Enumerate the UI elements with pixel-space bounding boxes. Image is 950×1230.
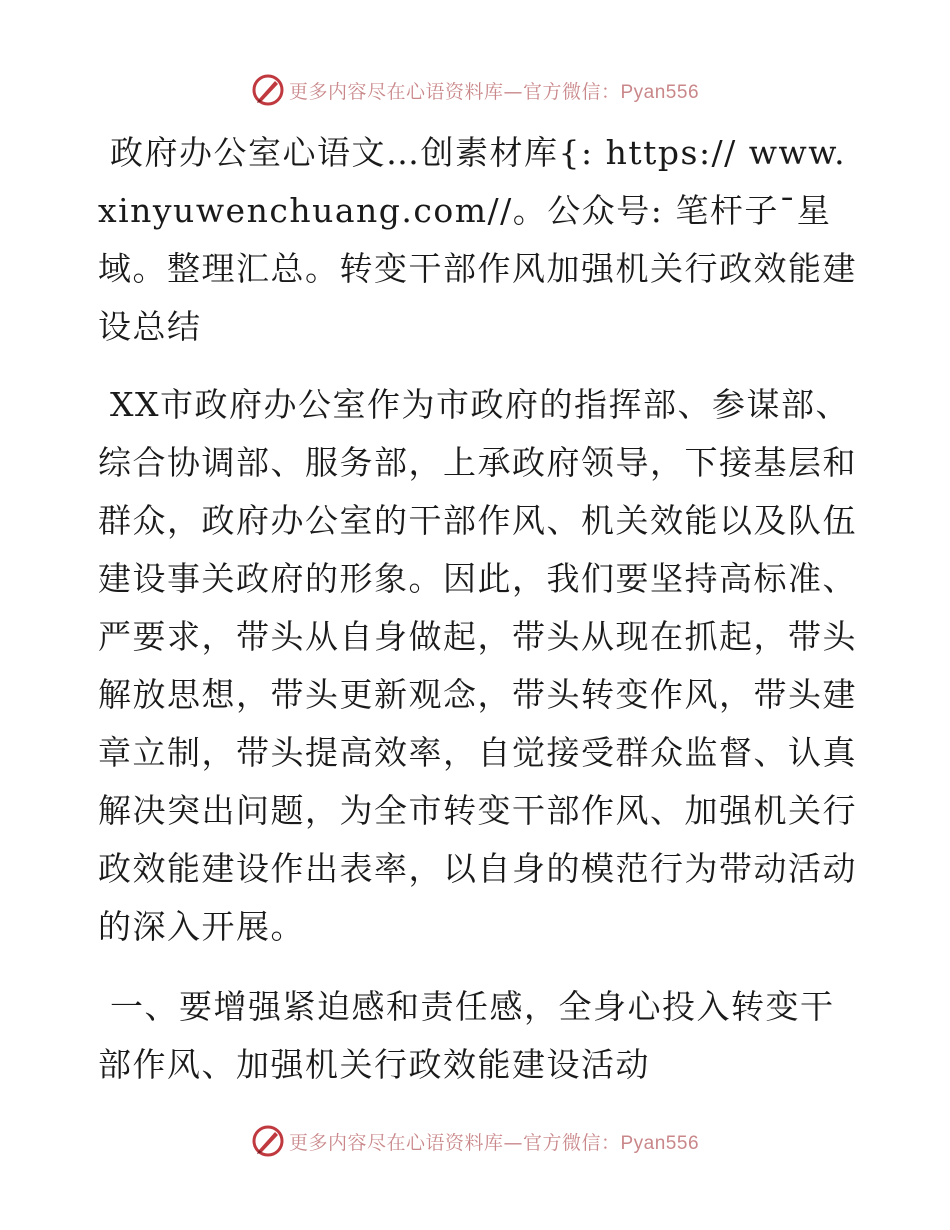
footer-banner: [0, 1121, 950, 1161]
footer-banner-contact-label: 官方微信：: [522, 1131, 621, 1154]
banner-contact-label: 官方微信：: [522, 80, 621, 103]
footer-banner-title: 更多内容尽在心语资料库: [288, 1131, 504, 1154]
footer-banner-wechat-id: Pyan556: [620, 1132, 700, 1154]
banner-wechat-id: Pyan556: [620, 81, 700, 103]
banner-title: 更多内容尽在心语资料库: [288, 80, 504, 103]
intro-paragraph: 政府办公室心语文…创素材库{: https:// www.xinyuwenchuang.com//。公众号: 笔杆子¯星域。整理汇总。转变干部作风加强机关行政效能建设总结: [98, 133, 857, 346]
body-paragraph: XX市政府办公室作为市政府的指挥部、参谋部、综合协调部、服务部，上承政府领导，下接基层和群众，政府办公室的干部作风、机关效能以及队伍建设事关政府的形象。因此，我们要坚持高标准、严要求，带头从自身做起，带头从现在抓起，带头解放思想，带头更新观念，带头转变作风，带头建章立制，带头提高效率，自觉接受群众监督、认真解决突出问题，为全市转变干部作风、加强机关行政效能建设作出表率，以自身的模范行为带动活动的深入开展。: [98, 385, 857, 946]
banner-separator: —: [503, 80, 523, 103]
document-body: [98, 122, 858, 1094]
quill-logo-icon: [251, 73, 285, 107]
section-heading: 一、要增强紧迫感和责任感，全身心投入转变干部作风、加强机关行政效能建设活动: [98, 987, 835, 1084]
header-banner: [0, 70, 950, 110]
footer-banner-separator: —: [503, 1131, 523, 1154]
quill-logo-icon: [251, 1124, 285, 1158]
